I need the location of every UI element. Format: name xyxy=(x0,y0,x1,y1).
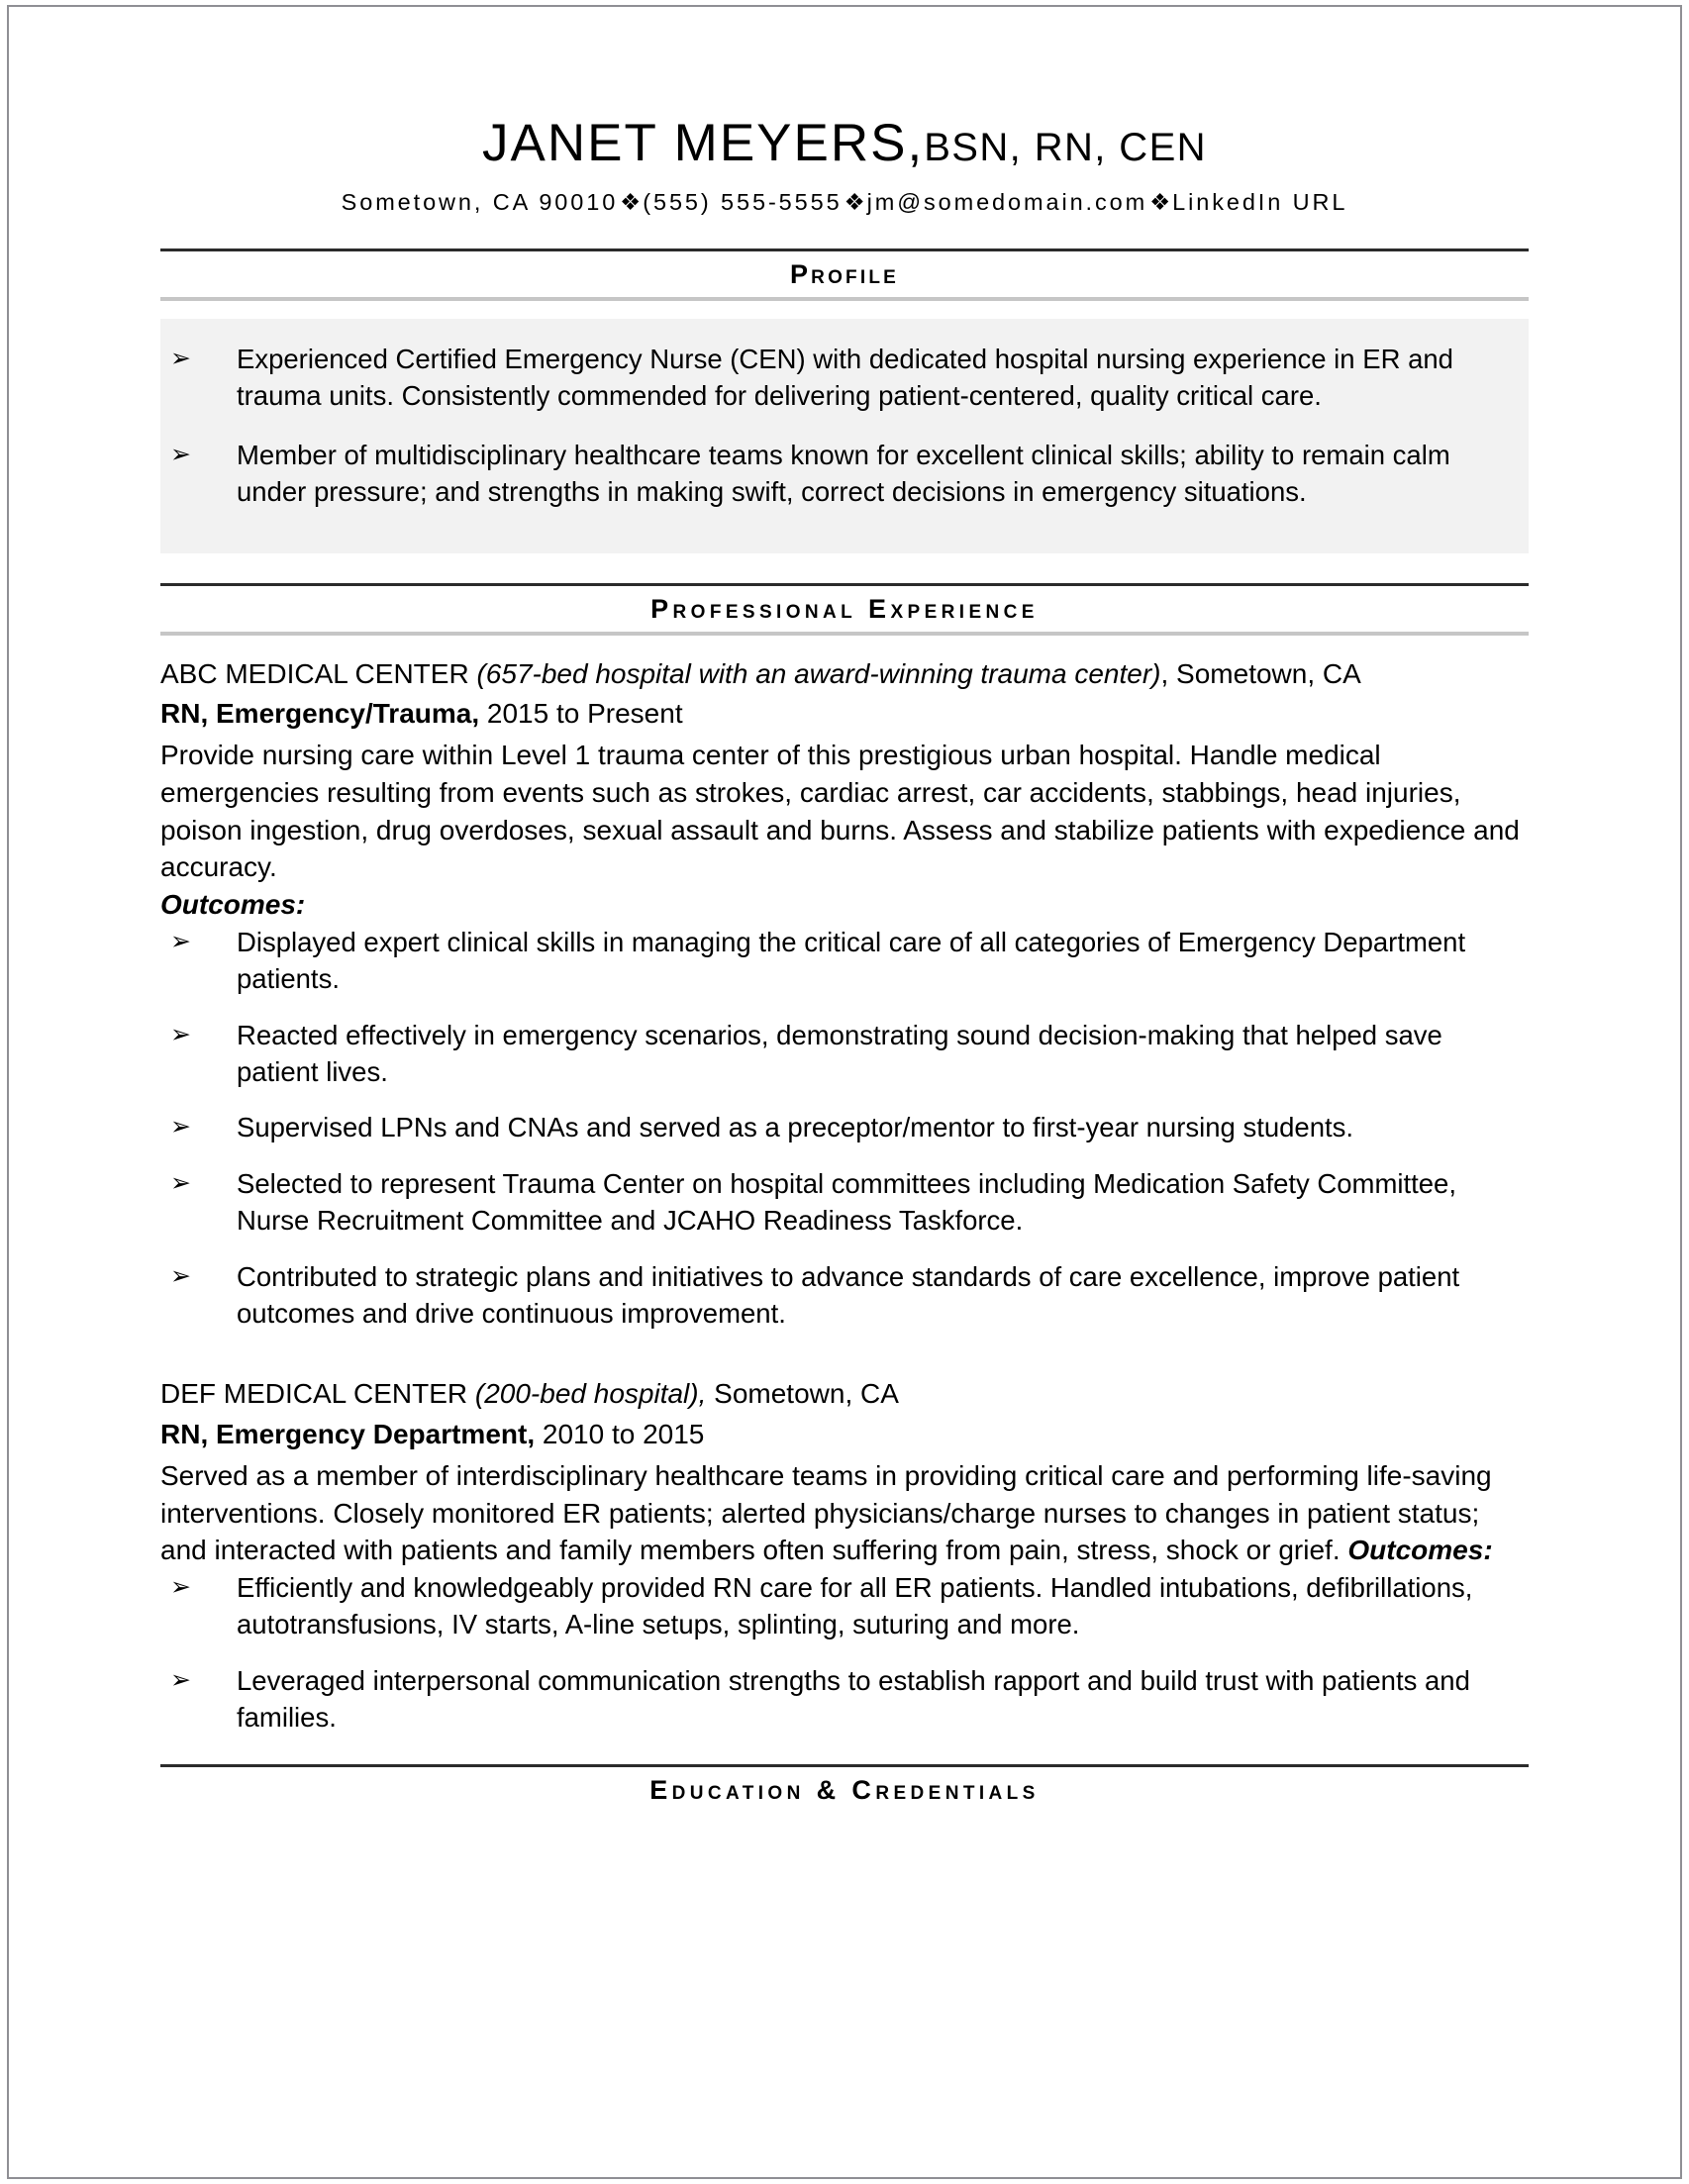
job-title: RN, Emergency/Trauma, xyxy=(160,697,480,729)
employer-location: , Sometown, CA xyxy=(1160,657,1361,689)
job-description xyxy=(160,1457,1529,1569)
job-title: RN, Emergency Department, xyxy=(160,1418,536,1449)
arrow-bullet-icon: ➢ xyxy=(170,1573,191,1602)
job-description-text: Served as a member of interdisciplinary healthcare teams in providing critical care and performing life-saving interventions. Closely monitored ER patients; alerted physicians/charge nurses to changes in patient status; and interacted with patients and family members often suffering from pain, stress, shock or grief. xyxy=(160,1460,1492,1566)
job-bullet-text: Contributed to strategic plans and initiatives to advance standards of care excellence, improve patient outcomes and drive continuous improvement. xyxy=(237,1260,1460,1329)
list-item xyxy=(160,1569,1529,1643)
job-title-line xyxy=(160,1415,1529,1455)
job-bullet-list xyxy=(160,924,1529,1333)
job-bullet-text: Displayed expert clinical skills in managing the critical care of all categories of Emergency Department patients. xyxy=(237,926,1466,995)
list-item xyxy=(160,1109,1529,1145)
contact-location: Sometown, CA 90010 xyxy=(341,189,619,216)
profile-bullet-text: Member of multidisciplinary healthcare teams known for excellent clinical skills; ability to remain calm under pressure; and strengths in making swift, correct decisions in emergency situations. xyxy=(237,439,1450,507)
section-rule-bottom xyxy=(160,297,1529,301)
arrow-bullet-icon: ➢ xyxy=(170,1168,191,1197)
candidate-credentials: BSN, RN, CEN xyxy=(924,126,1207,169)
diamond-separator-icon: ❖ xyxy=(620,189,642,216)
employer-name: ABC MEDICAL CENTER xyxy=(160,657,477,689)
arrow-bullet-icon: ➢ xyxy=(170,1113,191,1142)
arrow-bullet-icon: ➢ xyxy=(170,344,191,372)
list-item xyxy=(160,1165,1529,1240)
employer-name: DEF MEDICAL CENTER xyxy=(160,1378,475,1410)
section-heading-profile: Profile xyxy=(789,259,900,290)
job-bullet-list xyxy=(160,1569,1529,1737)
candidate-name: JANET MEYERS, xyxy=(482,114,925,172)
job-bullet-text: Supervised LPNs and CNAs and served as a preceptor/mentor to first-year nursing students. xyxy=(237,1112,1354,1143)
page-title xyxy=(160,114,1529,172)
resume-content xyxy=(160,0,1529,1812)
list-item xyxy=(160,1017,1529,1091)
arrow-bullet-icon: ➢ xyxy=(170,440,191,468)
arrow-bullet-icon: ➢ xyxy=(170,1665,191,1694)
list-item xyxy=(160,924,1529,998)
section-rule-bottom xyxy=(160,632,1529,636)
contact-line xyxy=(160,186,1529,219)
profile-bullet-text: Experienced Certified Emergency Nurse (CEN) with dedicated hospital nursing experience in ER and trauma units. Consistently commended for delivering patient-centered, quality critical care. xyxy=(237,343,1453,412)
job-title-line xyxy=(160,694,1529,735)
job-bullet-text: Leveraged interpersonal communication strengths to establish rapport and build trust with patients and families. xyxy=(237,1664,1470,1734)
arrow-bullet-icon: ➢ xyxy=(170,1261,191,1290)
list-item xyxy=(160,1258,1529,1333)
experience-entry xyxy=(160,655,1529,1333)
job-description: Provide nursing care within Level 1 trauma center of this prestigious urban hospital. Handle medical emergencies resulting from events such as strokes, cardiac arrest, car accidents, stabbings, head injuries, poison ingestion, drug overdoses, sexual assault and burns. Assess and stabilize patients with expedience and accuracy. xyxy=(160,740,1520,883)
job-dates: 2015 to Present xyxy=(479,697,683,729)
employer-line xyxy=(160,1375,1529,1412)
employer-line xyxy=(160,655,1529,692)
section-education-credentials xyxy=(160,1764,1529,1812)
outcomes-label: Outcomes: xyxy=(1347,1535,1493,1566)
section-professional-experience xyxy=(160,583,1529,1736)
contact-linkedin[interactable]: LinkedIn URL xyxy=(1172,189,1348,216)
profile-bullet-list xyxy=(160,341,1519,511)
job-dates: 2010 to 2015 xyxy=(535,1418,705,1449)
section-heading-education: Education & Credentials xyxy=(649,1774,1040,1805)
job-bullet-text: Efficiently and knowledgeably provided RN care for all ER patients. Handled intubations, defibrillations, autotransfusions, IV starts, A-line setups, splinting, suturing and more. xyxy=(237,1572,1473,1640)
profile-highlight-box xyxy=(160,319,1529,554)
employer-note: (200-bed hospital), xyxy=(474,1378,707,1410)
list-item xyxy=(160,437,1519,511)
section-profile xyxy=(160,248,1529,553)
section-heading-experience: Professional Experience xyxy=(650,594,1039,625)
diamond-separator-icon: ❖ xyxy=(1149,189,1171,216)
list-item xyxy=(160,341,1519,415)
list-item xyxy=(160,1662,1529,1737)
job-bullet-text: Selected to represent Trauma Center on hospital committees including Medication Safety Committee, Nurse Recruitment Committee and JCAHO Readiness Taskforce. xyxy=(237,1167,1456,1237)
outcomes-label: Outcomes: xyxy=(160,889,306,921)
experience-entry xyxy=(160,1375,1529,1736)
diamond-separator-icon: ❖ xyxy=(844,189,865,216)
arrow-bullet-icon: ➢ xyxy=(170,1020,191,1048)
employer-location: Sometown, CA xyxy=(706,1378,899,1410)
employer-note: (657-bed hospital with an award-winning trauma center) xyxy=(476,657,1161,689)
arrow-bullet-icon: ➢ xyxy=(170,927,191,955)
job-bullet-text: Reacted effectively in emergency scenarios, demonstrating sound decision-making that helped save patient lives. xyxy=(237,1019,1442,1087)
contact-phone: (555) 555-5555 xyxy=(643,189,843,216)
contact-email[interactable]: jm@somedomain.com xyxy=(866,189,1148,216)
